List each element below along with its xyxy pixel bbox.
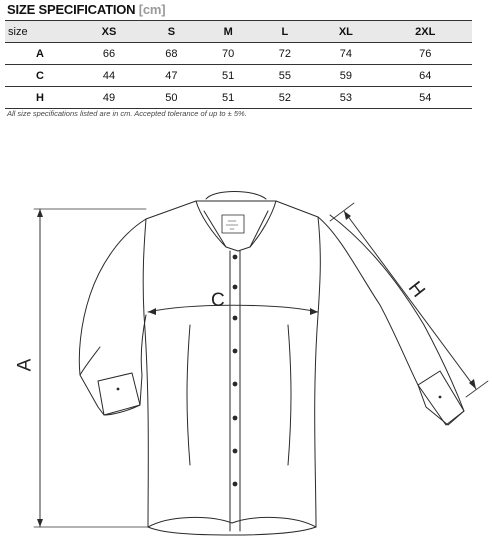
arrow-up	[37, 209, 43, 217]
table-cell: 51	[200, 65, 257, 87]
table-cell: 47	[143, 65, 200, 87]
table-row	[5, 65, 472, 87]
size-header-m: M	[200, 21, 257, 43]
table-cell: 49	[75, 87, 143, 109]
table-cell: 55	[257, 65, 314, 87]
shirt-dart-right	[288, 325, 291, 465]
size-header-2xl: 2XL	[378, 21, 472, 43]
table-cell: 76	[378, 43, 472, 65]
table-cell: 72	[257, 43, 314, 65]
shirt-collar	[196, 201, 276, 251]
spec-title-unit: [cm]	[138, 2, 166, 17]
sleeve-left	[79, 219, 146, 415]
table-cell: 44	[75, 65, 143, 87]
shirt-placket	[230, 251, 240, 531]
table-cell: 50	[143, 87, 200, 109]
collar-stand	[204, 211, 268, 247]
arrow-chest-right	[310, 308, 318, 315]
shirt-hem	[148, 517, 316, 527]
size-header-xs: XS	[75, 21, 143, 43]
size-header-l: L	[257, 21, 314, 43]
chest-measure-line	[148, 305, 318, 312]
size-header-s: S	[143, 21, 200, 43]
table-cell: 68	[143, 43, 200, 65]
collar-inner	[206, 192, 266, 200]
table-cell: 54	[378, 87, 472, 109]
table-cell: 64	[378, 65, 472, 87]
shirt-buttons	[233, 255, 238, 487]
measure-label-a: A	[14, 358, 36, 372]
spec-title-text: SIZE SPECIFICATION	[7, 2, 136, 17]
neck-label-icon	[222, 215, 244, 233]
measure-label-h: H	[403, 277, 429, 302]
row-label-c: C	[5, 65, 75, 87]
row-label-a: A	[5, 43, 75, 65]
table-cell: 74	[313, 43, 378, 65]
arrow-down	[37, 519, 43, 527]
table-cell: 52	[257, 87, 314, 109]
table-row	[5, 43, 472, 65]
size-table	[5, 20, 472, 109]
size-header-row	[5, 21, 472, 43]
shirt-body-outline	[143, 201, 320, 535]
size-header-xl: XL	[313, 21, 378, 43]
arrow-chest-left	[148, 308, 156, 315]
shirt-diagram	[0, 175, 492, 545]
sleeve-right	[318, 215, 464, 425]
row-label-h: H	[5, 87, 75, 109]
cuff-right	[418, 371, 464, 425]
table-cell: 51	[200, 87, 257, 109]
table-cell: 66	[75, 43, 143, 65]
measure-label-c: C	[211, 290, 225, 311]
table-cell: 59	[313, 65, 378, 87]
cuff-left	[98, 373, 140, 415]
size-column-header: size	[5, 21, 75, 43]
shirt-dart-left	[187, 325, 190, 465]
table-cell: 70	[200, 43, 257, 65]
table-row	[5, 87, 472, 109]
table-cell: 53	[313, 87, 378, 109]
tolerance-note: All size specifications listed are in cm. Accepted tolerance of up to ± 5%.	[7, 109, 247, 118]
spec-title	[7, 2, 165, 17]
